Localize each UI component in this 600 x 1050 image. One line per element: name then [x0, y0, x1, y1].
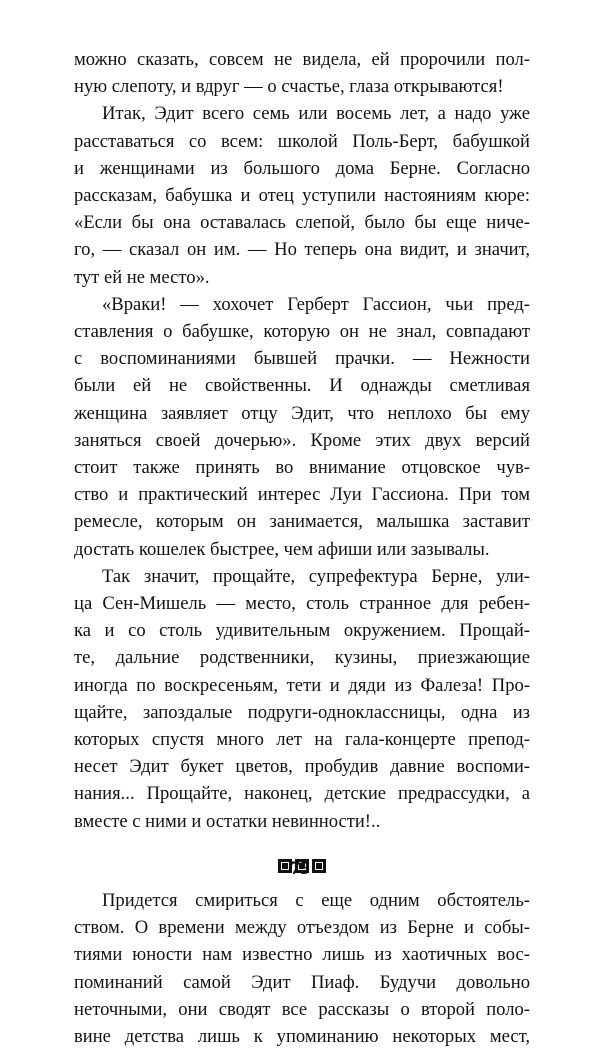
text-line: Итак, Эдит всего семь или восемь лет, а надо уже	[102, 103, 530, 125]
text-line: ка и со столь удивительным окружением. Прощай-	[74, 620, 530, 642]
text-line: вине детства лишь к упоминанию некоторых мест,	[74, 1025, 530, 1047]
text-line: те, дальние родственники, кузины, приезжающие	[74, 647, 530, 669]
text-line: достать кошелек быстрее, чем афиши или зазывалы.	[74, 538, 490, 560]
text-line: ство и практический интерес Луи Гассиона. При том	[74, 484, 530, 506]
text-line: ную слепоту, и вдруг — о счастье, глаза открываются!	[74, 76, 504, 98]
text-line: ставления о бабушке, которую он не знал, совпадают	[74, 321, 530, 343]
text-line: стоит также принять во внимание отцовское чув-	[74, 457, 530, 479]
text-line: расставаться со всем: школой Поль-Берт, бабушкой	[74, 130, 530, 152]
text-line: Так значит, прощайте, супрефектура Берне, ули-	[102, 565, 530, 587]
text-line: и женщинами из большого дома Берне. Согласно	[74, 157, 530, 179]
text-line: нания... Прощайте, наконец, детские предрассудки, а	[74, 783, 530, 805]
text-line: поминаний самой Эдит Пиаф. Будучи довольно	[74, 971, 530, 993]
paragraph	[74, 100, 530, 290]
text-line: можно сказать, совсем не видела, ей пророчили пол-	[74, 49, 530, 70]
text-line: го, — сказал он им. — Но теперь она видит, и значит,	[74, 239, 530, 261]
text-line: щайте, запоздалые подруги-одноклассницы, одна из	[74, 701, 530, 723]
text-line: «Если бы она оставалась слепой, было бы еще ниче-	[74, 212, 530, 234]
text-line: женщина заявляет отцу Эдит, что неплохо бы ему	[74, 402, 530, 424]
text-line: рассказам, бабушка и отец уступили настояниям кюре:	[74, 185, 530, 207]
text-line: ца Сен-Мишель — место, столь странное для ребен-	[74, 593, 530, 615]
text-line: неточными, они сводят все рассказы о второй поло-	[74, 998, 530, 1020]
text-line: ремесле, которым он занимается, малышка заставит	[74, 511, 530, 533]
text-line: Придется смириться с еще одним обстоятель-	[102, 889, 530, 911]
text-line: с воспоминаниями бывшей прачки. — Нежности	[74, 348, 530, 370]
text-line: были ей не свойственны. И однажды сметливая	[74, 375, 530, 397]
paragraph	[74, 887, 530, 1050]
text-body-continued	[74, 887, 530, 1050]
text-line: которых спустя много лет на гала-концерте препод-	[74, 729, 530, 751]
text-line: «Враки! — хохочет Герберт Гассион, чьи пред-	[102, 293, 530, 315]
text-line: несет Эдит букет цветов, пробудив давние воспоми-	[74, 756, 530, 778]
paragraph	[74, 291, 530, 563]
paragraph	[74, 563, 530, 835]
text-line: вместе с ними и остатки невинности!..	[74, 810, 381, 832]
page-number: 75	[290, 858, 310, 879]
text-line: заняться своей дочерью». Кроме этих двух версий	[74, 429, 530, 451]
text-line: тиями юности нам известно лишь из хаотичных вос-	[74, 944, 530, 966]
text-line: ством. О времени между отъездом из Берне и собы-	[74, 917, 530, 939]
book-page	[74, 46, 530, 1050]
paragraph	[74, 46, 530, 100]
text-line: иногда по воскресеньям, тети и дяди из Фалеза! Про-	[74, 674, 530, 696]
text-line: тут ей не место».	[74, 266, 210, 288]
text-body	[74, 46, 530, 835]
